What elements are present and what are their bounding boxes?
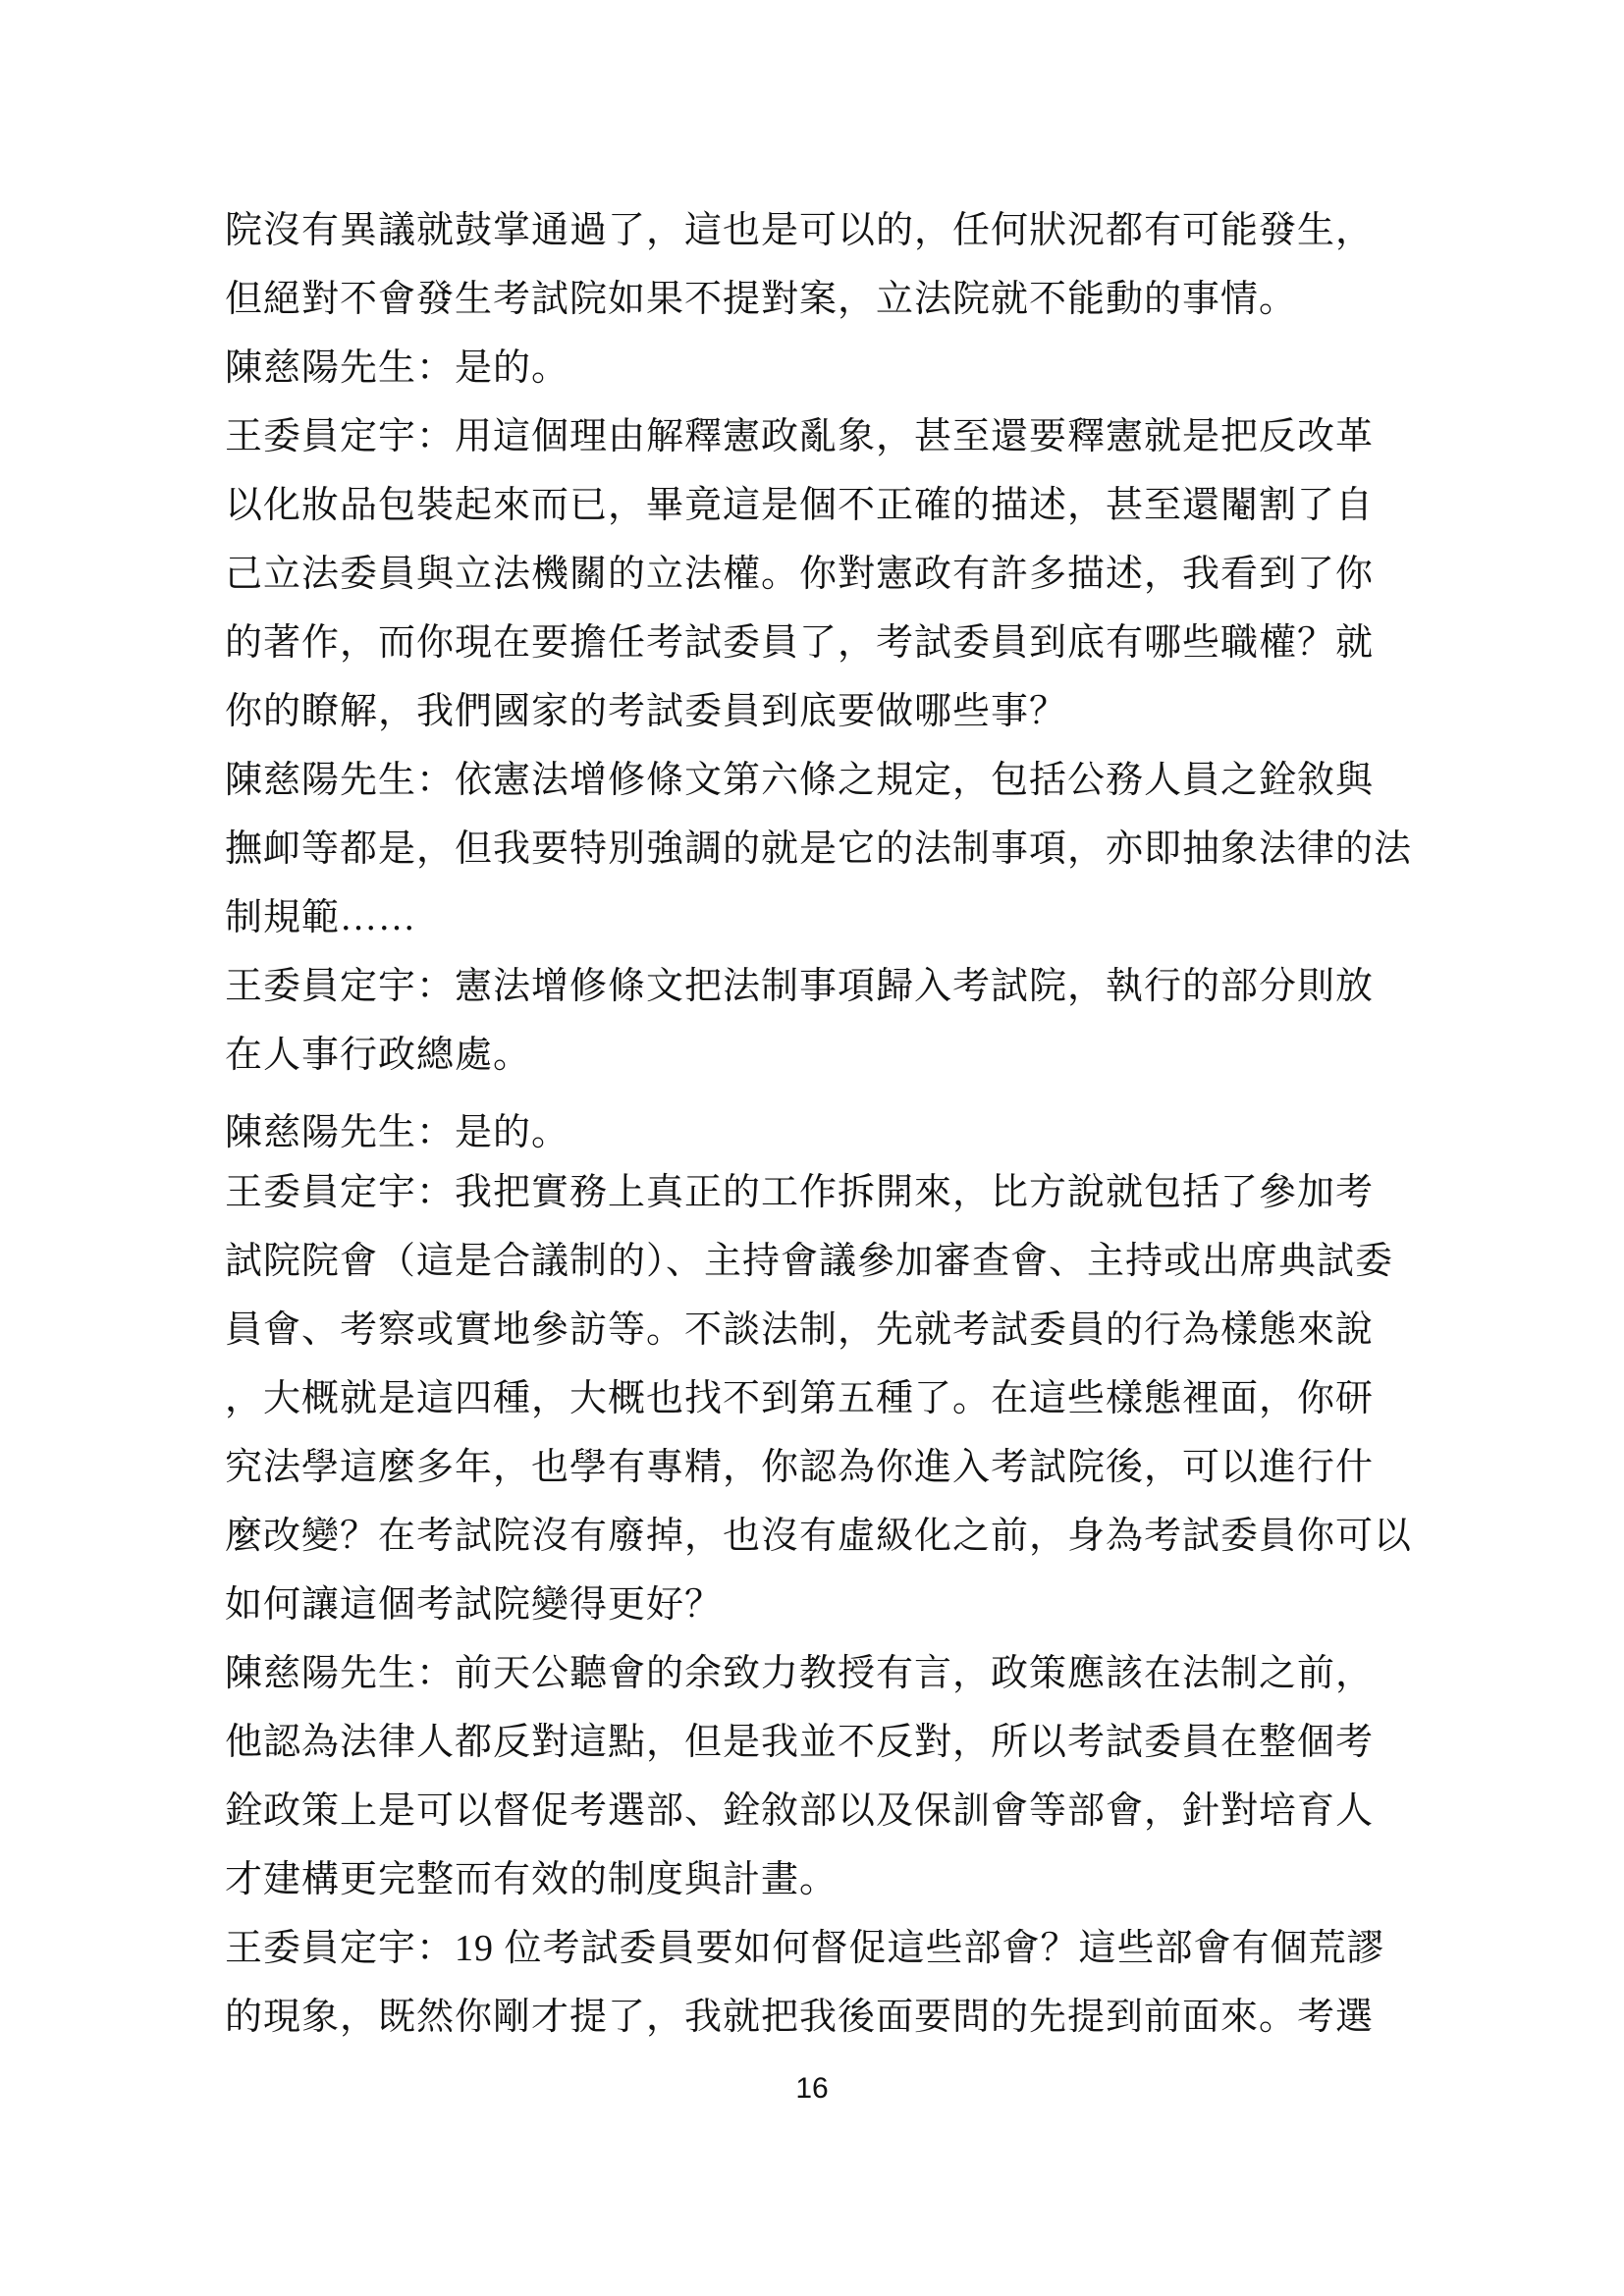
text-line: 陳慈陽先生：是的。 [225, 347, 570, 389]
text-line: 麼改變？在考試院沒有廢掉，也沒有虛級化之前，身為考試委員你可以 [225, 1516, 1413, 1557]
text-line: 的著作，而你現在要擔任考試委員了，考試委員到底有哪些職權？就 [225, 622, 1375, 664]
text-line: 如何讓這個考試院變得更好？ [225, 1584, 724, 1626]
text-line: 的現象，既然你剛才提了，我就把我後面要問的先提到前面來。考選 [225, 1997, 1375, 2038]
transcript-text [225, 196, 1491, 2052]
text-line: 陳慈陽先生：是的。 [225, 1112, 570, 1153]
text-line: ，大概就是這四種，大概也找不到第五種了。在這些樣態裡面，你研 [225, 1378, 1375, 1419]
text-line: 制規範…… [225, 897, 417, 938]
text-line: 王委員定宇：憲法增修條文把法制事項歸入考試院，執行的部分則放 [225, 966, 1375, 1007]
text-line: 他認為法律人都反對這點，但是我並不反對，所以考試委員在整個考 [225, 1722, 1375, 1763]
text-line: 院沒有異議就鼓掌通過了，這也是可以的，任何狀況都有可能發生， [225, 210, 1375, 251]
text-line: 但絕對不會發生考試院如果不提對案，立法院就不能動的事情。 [225, 279, 1298, 320]
text-line: 在人事行政總處。 [225, 1035, 532, 1076]
text-line: 陳慈陽先生：依憲法增修條文第六條之規定，包括公務人員之銓敘與 [225, 760, 1375, 801]
page-number: 16 [795, 2072, 829, 2105]
text-line: 己立法委員與立法機關的立法權。你對憲政有許多描述，我看到了你 [225, 554, 1375, 595]
text-line: 撫卹等都是，但我要特別強調的就是它的法制事項，亦即抽象法律的法 [225, 828, 1413, 870]
text-line: 銓政策上是可以督促考選部、銓敘部以及保訓會等部會，針對培育人 [225, 1790, 1375, 1832]
text-line: 試院院會（這是合議制的）、主持會議參加審查會、主持或出席典試委 [225, 1241, 1394, 1282]
text-line: 陳慈陽先生：前天公聽會的余致力教授有言，政策應該在法制之前， [225, 1653, 1375, 1694]
text-line: 你的瞭解，我們國家的考試委員到底要做哪些事？ [225, 691, 1068, 732]
text-line: 王委員定宇：19 位考試委員要如何督促這些部會？這些部會有個荒謬 [225, 1928, 1385, 1969]
text-line: 以化妝品包裝起來而已，畢竟這是個不正確的描述，甚至還閹割了自 [225, 485, 1375, 526]
text-line: 究法學這麼多年，也學有專精，你認為你進入考試院後，可以進行什 [225, 1447, 1375, 1488]
text-line: 王委員定宇：我把實務上真正的工作拆開來，比方說就包括了參加考 [225, 1172, 1375, 1213]
text-line: 員會、考察或實地參訪等。不談法制，先就考試委員的行為樣態來說 [225, 1309, 1375, 1351]
text-line: 才建構更完整而有效的制度與計畫。 [225, 1859, 839, 1900]
text-line: 王委員定宇：用這個理由解釋憲政亂象，甚至還要釋憲就是把反改革 [225, 416, 1375, 457]
